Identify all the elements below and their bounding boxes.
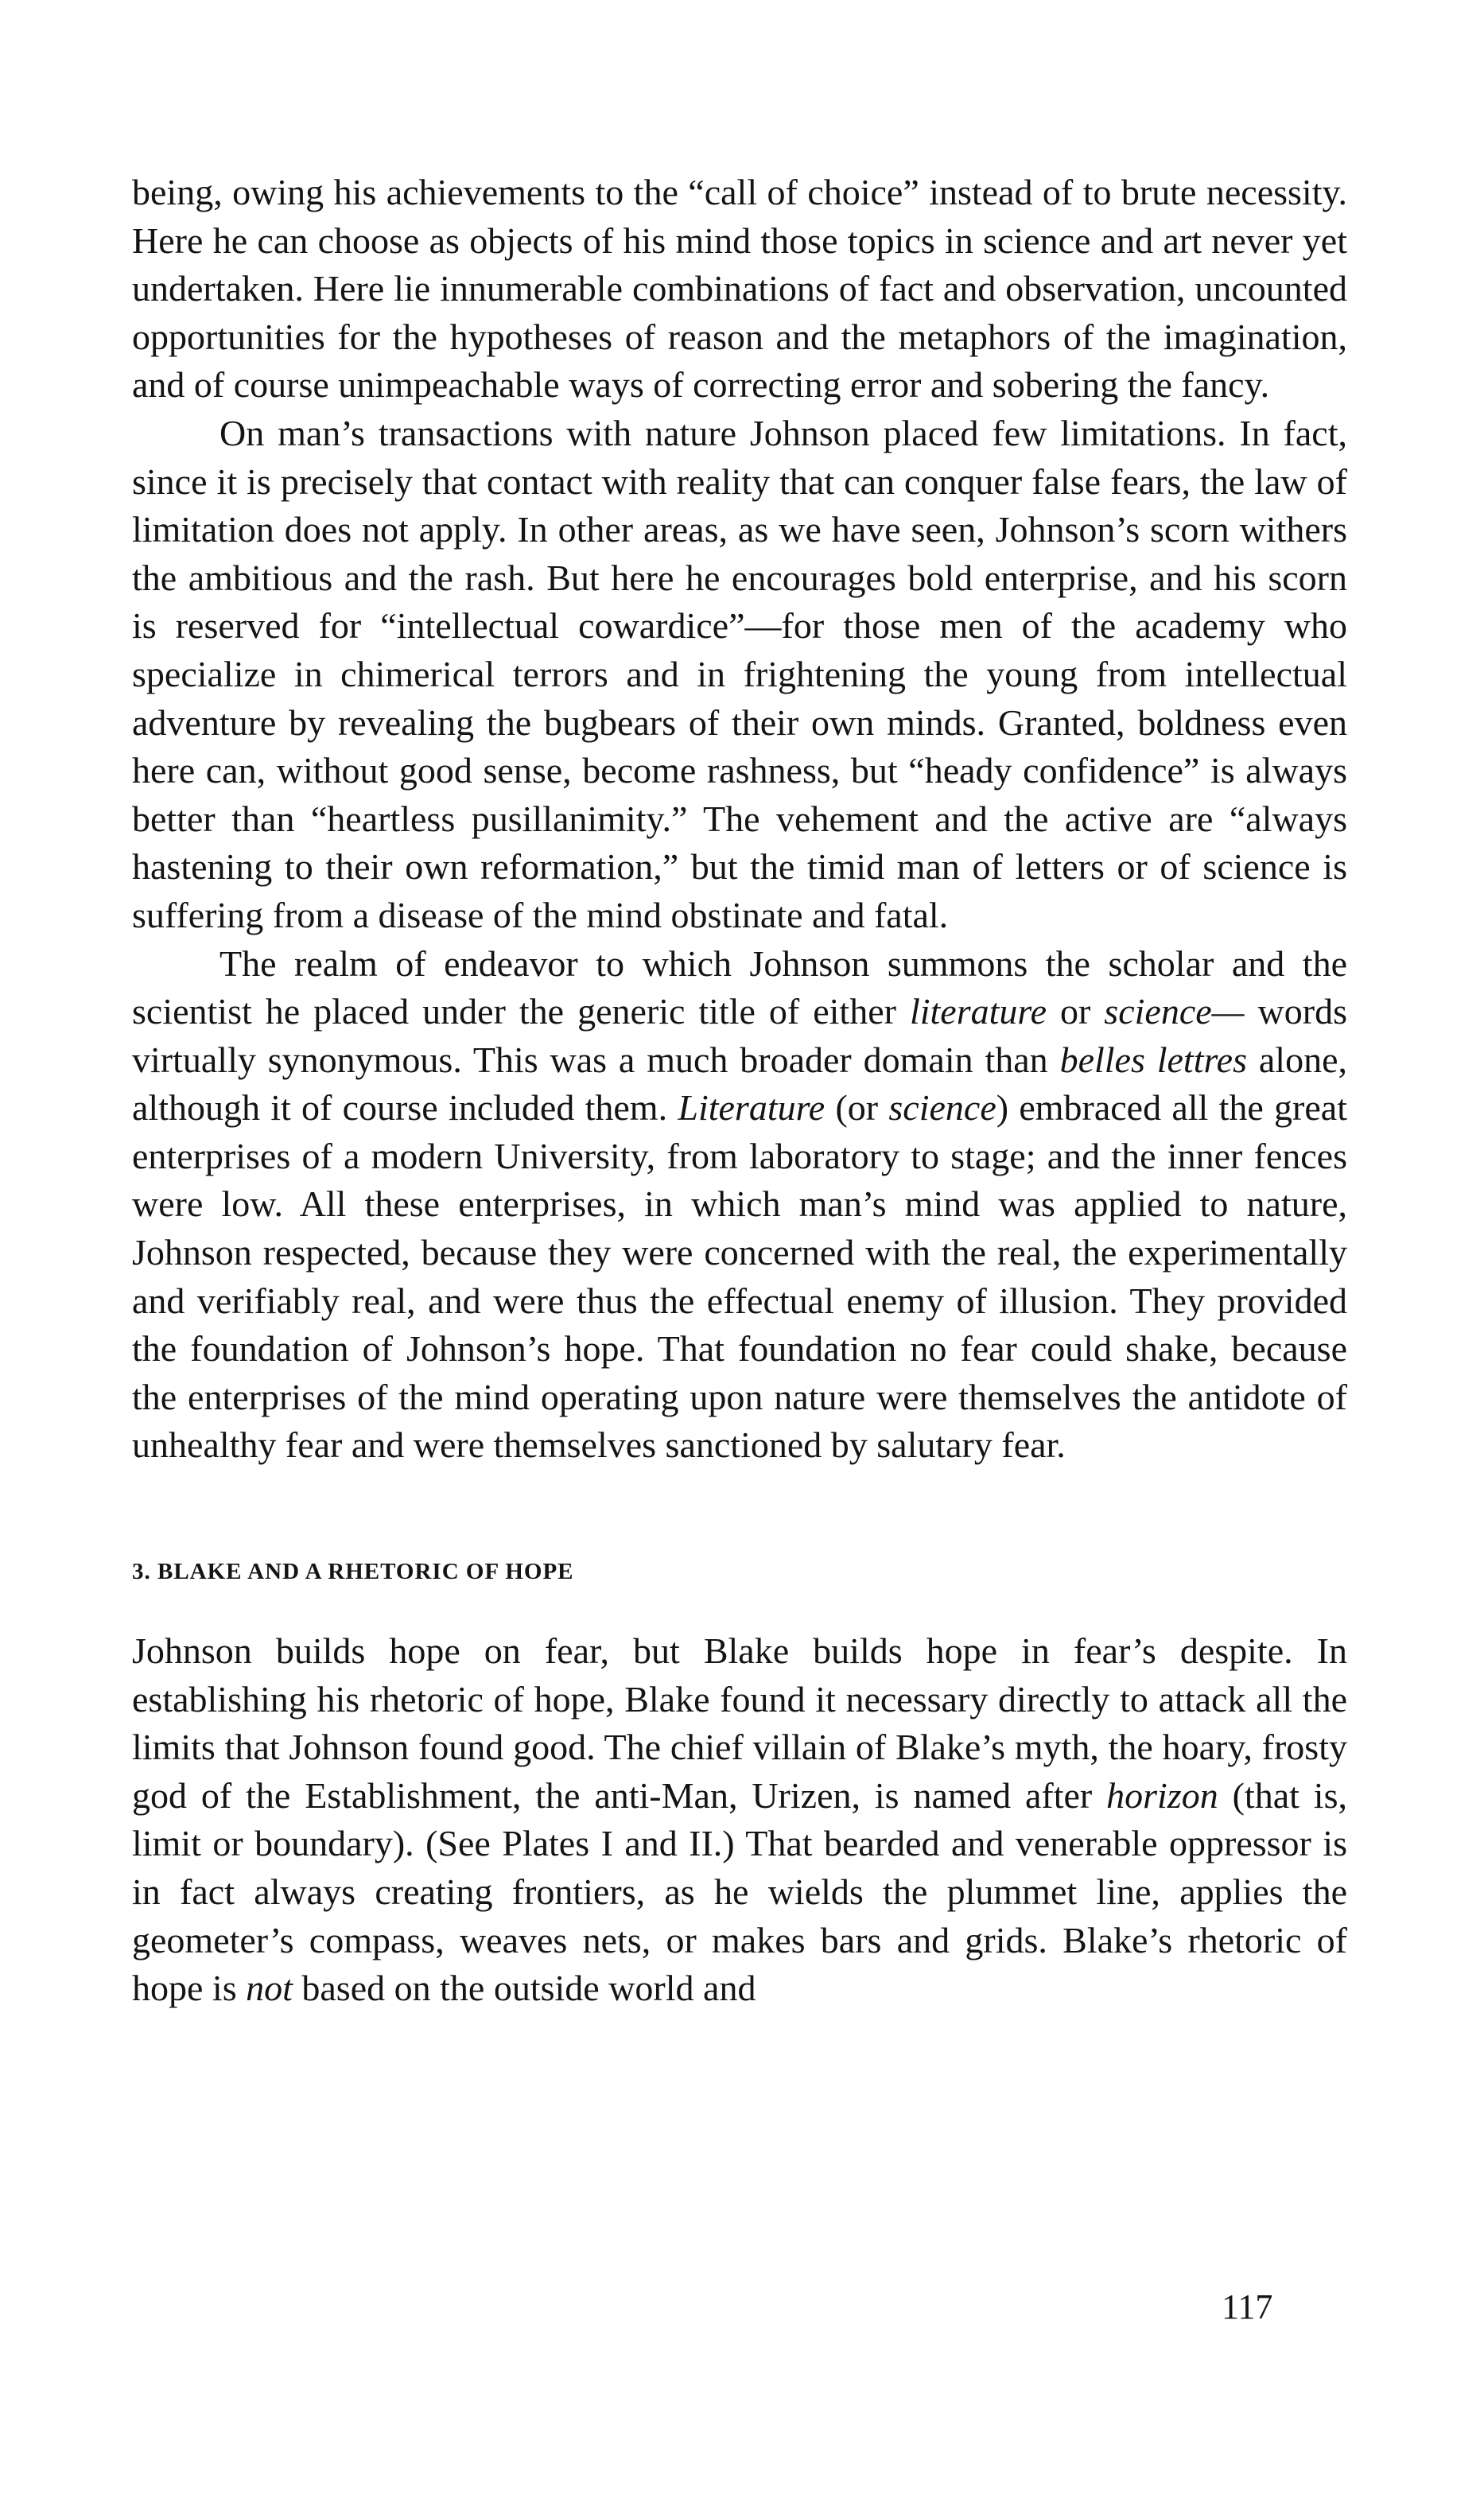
paragraph-1 [132, 169, 1347, 410]
text-span: alone, although it of course included them. [132, 1039, 1348, 1129]
italic-text-span: not [246, 1968, 293, 2009]
text-span: based on the outside world and [292, 1968, 756, 2009]
section-heading: 3. BLAKE AND A RHETORIC OF HOPE [132, 1559, 574, 1585]
italic-text-span: literature [909, 991, 1047, 1032]
paragraph-4 [132, 1627, 1347, 2013]
paragraph-3 [132, 940, 1347, 1471]
text-span: ) embraced all the great enterprises of a modern University, from laboratory to stage; and the inner fences were low. All these enterprises, in which man’s mind was applied to nature, Johnson respected, because they were concerned with the real, the experimentally and verifiably real, and were thus the effectual enemy of illusion. They provided the foundation of Johnson’s hope. That foundation no fear could shake, because the enterprises of the mind operating upon nature were themselves the antidote of unhealthy fear and were themselves sanctioned by salutary fear. [132, 1087, 1347, 1466]
text-span: words virtually synonymous. This was a much broader domain than [132, 991, 1347, 1080]
italic-text-span: Literature [678, 1087, 826, 1129]
text-span: The realm of endeavor to which Johnson summons the scholar and the scientist he placed under the generic title of either [132, 942, 1347, 1032]
italic-text-span: science— [1104, 991, 1245, 1032]
paragraph-2 [132, 410, 1347, 940]
italic-text-span: science [888, 1087, 996, 1129]
text-span: (that is, limit or boundary). (See Plates I and II.) That bearded and venerable oppressor is in fact always creating frontiers, as he wields the plummet line, applies the geometer’s compass, weaves nets, or makes bars and grids. Blake’s rhetoric of hope is [132, 1774, 1347, 2009]
section-body [132, 1627, 1347, 2013]
text-span: or [1047, 991, 1105, 1032]
page-body [132, 169, 1347, 2013]
italic-text-span: belles lettres [1059, 1039, 1248, 1080]
text-span: Johnson builds hope on fear, but Blake builds hope in fear’s despite. In establishing his rhetoric of hope, Blake found it necessary directly to attack all the limits that Johnson found good. The chief villain of Blake’s myth, the hoary, frosty god of the Establishment, the anti-Man, Urizen, is named after [132, 1630, 1347, 1816]
text-span: On man’s transactions with nature Johnson placed few limitations. In fact, since it is precisely that contact with reality that can conquer false fears, the law of limitation does not apply. In other areas, as we have seen, Johnson’s scorn withers the ambitious and the rash. But here he encourages bold enterprise, and his scorn is reserved for “intellectual cowardice”—for those men of the academy who specialize in chimerical terrors and in frightening the young from intellectual adventure by revealing the bugbears of their own minds. Granted, boldness even here can, without good sense, become rashness, but “heady confidence” is always better than “heartless pusillanimity.” The vehement and the active are “always hastening to their own reformation,” but the timid man of letters or of science is suffering from a disease of the mind obstinate and fatal. [132, 412, 1347, 935]
text-span: being, owing his achievements to the “call of choice” instead of to brute necessity. Here he can choose as objects of his mind those topics in science and art never yet undertaken. Here lie innumerable combinations of fact and observation, uncounted opportunities for the hypotheses of reason and the metaphors of the imagination, and of course unimpeachable ways of correcting error and sobering the fancy. [132, 172, 1347, 406]
italic-text-span: horizon [1106, 1774, 1218, 1816]
body-text [132, 169, 1347, 1470]
page-number: 117 [1222, 2287, 1273, 2326]
text-span: (or [825, 1087, 889, 1129]
